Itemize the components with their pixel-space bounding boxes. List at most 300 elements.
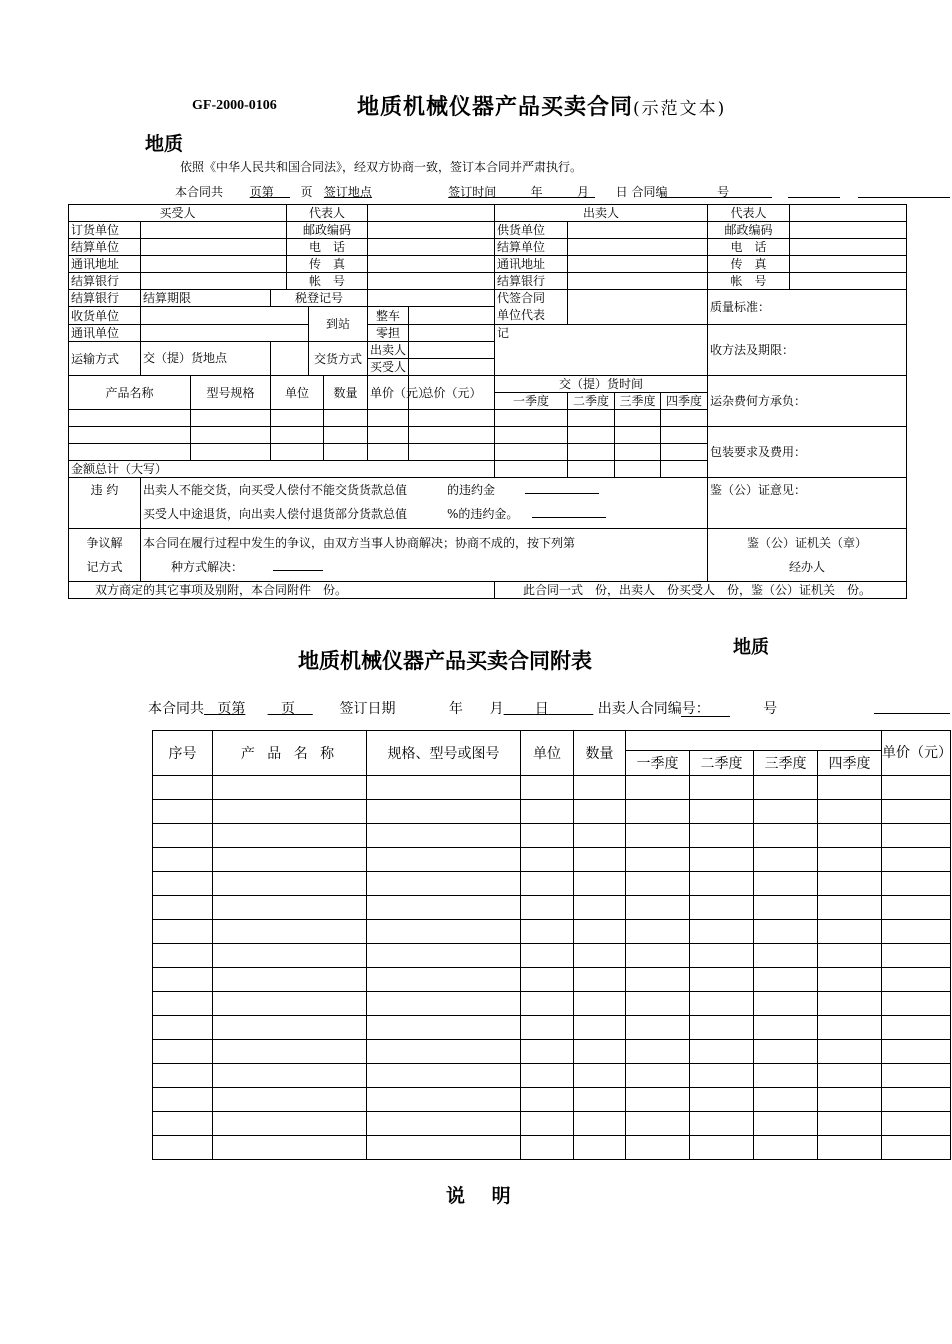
annex-cell[interactable] <box>754 848 818 872</box>
delivery-seller-label: 出卖人 <box>368 342 409 359</box>
annex-cell[interactable] <box>574 968 626 992</box>
annex-cell[interactable] <box>367 1040 521 1064</box>
buyer-field-value[interactable] <box>141 256 287 273</box>
annex-cell[interactable] <box>153 800 213 824</box>
annex-cell[interactable] <box>818 920 882 944</box>
cell[interactable] <box>568 461 615 478</box>
buyer-header: 买受人 <box>69 205 287 222</box>
annex-cell[interactable] <box>626 944 690 968</box>
annex-cell[interactable] <box>574 920 626 944</box>
annex-cell[interactable] <box>367 968 521 992</box>
annex-meta-no: 号 <box>763 701 778 717</box>
annex-cell[interactable] <box>754 1064 818 1088</box>
annex-cell[interactable] <box>690 1064 754 1088</box>
contract-title <box>357 90 726 121</box>
buyer-field-label: 结算银行 <box>69 273 141 290</box>
annex-cell[interactable] <box>754 1040 818 1064</box>
cell[interactable] <box>191 427 271 444</box>
seller-mid-value[interactable] <box>790 256 907 273</box>
annex-cell[interactable] <box>153 824 213 848</box>
annex-cell[interactable] <box>690 896 754 920</box>
annex-cell[interactable] <box>213 968 367 992</box>
annex-cell[interactable] <box>153 992 213 1016</box>
quarter-2-header: 二季度 <box>568 393 615 410</box>
comm-row <box>69 325 907 342</box>
annex-cell[interactable] <box>521 824 574 848</box>
seller-field-label: 结算单位 <box>495 239 568 256</box>
delivery-seller-value[interactable] <box>409 342 495 359</box>
cell[interactable] <box>568 427 615 444</box>
annex-cell[interactable] <box>626 968 690 992</box>
buyer-mid-value[interactable] <box>368 256 495 273</box>
annex-cell[interactable] <box>153 1064 213 1088</box>
annex-cell[interactable] <box>574 824 626 848</box>
cell[interactable] <box>615 461 661 478</box>
annex-cell[interactable] <box>574 1136 626 1160</box>
annex-cell[interactable] <box>690 920 754 944</box>
annex-cell[interactable] <box>818 944 882 968</box>
annex-quarter-1-header: 一季度 <box>626 751 690 776</box>
buyer-field-value[interactable] <box>141 273 287 290</box>
seller-field-label: 通讯地址 <box>495 256 568 273</box>
annex-cell[interactable] <box>367 992 521 1016</box>
annex-cell[interactable] <box>754 1136 818 1160</box>
receive-unit-label: 收货单位 <box>69 307 141 325</box>
annex-cell[interactable] <box>882 1016 951 1040</box>
annex-cell[interactable] <box>153 920 213 944</box>
annex-cell[interactable] <box>213 800 367 824</box>
annex-cell[interactable] <box>153 1040 213 1064</box>
delivery-place-value[interactable] <box>271 342 309 376</box>
annex-cell[interactable] <box>521 1112 574 1136</box>
quarter-1-header: 一季度 <box>495 393 568 410</box>
cell[interactable] <box>271 410 324 427</box>
annex-cell[interactable] <box>213 992 367 1016</box>
cell[interactable] <box>615 444 661 461</box>
seller-field-value[interactable] <box>568 273 708 290</box>
dispute-row <box>69 529 907 582</box>
annex-cell[interactable] <box>574 848 626 872</box>
seller-field-value[interactable] <box>568 239 708 256</box>
annex-cell[interactable] <box>521 1088 574 1112</box>
annex-cell[interactable] <box>818 824 882 848</box>
annex-cell[interactable] <box>153 944 213 968</box>
annex-cell[interactable] <box>882 800 951 824</box>
quarter-3-header: 三季度 <box>615 393 661 410</box>
annex-cell[interactable] <box>153 1112 213 1136</box>
buyer-rep-value[interactable] <box>368 205 495 222</box>
cell[interactable] <box>661 461 708 478</box>
annex-meta-day-text: 日 <box>534 701 549 717</box>
annex-cell[interactable] <box>574 1016 626 1040</box>
annex-cell[interactable] <box>367 824 521 848</box>
seller-mid-value[interactable] <box>790 239 907 256</box>
buyer-mid-value[interactable] <box>368 222 495 239</box>
annex-cell[interactable] <box>521 1016 574 1040</box>
annex-cell[interactable] <box>690 1016 754 1040</box>
product-row <box>69 427 907 444</box>
product-header-row <box>69 376 907 393</box>
annex-cell[interactable] <box>626 1040 690 1064</box>
annex-cell[interactable] <box>882 1064 951 1088</box>
cell[interactable] <box>615 427 661 444</box>
annex-cell[interactable] <box>521 1040 574 1064</box>
annex-cell[interactable] <box>818 1112 882 1136</box>
dispute-text-1: 本合同在履行过程中发生的争议，由双方当事人协商解决；协商不成的，按下列第 <box>143 536 576 550</box>
seller-mid-value[interactable] <box>790 273 907 290</box>
notary-org <box>708 529 907 582</box>
annex-cell[interactable] <box>367 896 521 920</box>
annex-cell[interactable] <box>754 1112 818 1136</box>
category-tag: 地质 <box>145 133 184 155</box>
annex-cell[interactable] <box>367 1064 521 1088</box>
cell[interactable] <box>324 427 368 444</box>
annex-cell[interactable] <box>818 1088 882 1112</box>
agent-sign-value[interactable] <box>568 290 708 325</box>
annex-quarter-group <box>626 731 882 751</box>
annex-cell[interactable] <box>690 1040 754 1064</box>
annex-meta-page-of <box>204 701 245 717</box>
annex-row <box>153 992 951 1016</box>
product-qty-header: 数量 <box>324 376 368 410</box>
annex-cell[interactable] <box>626 920 690 944</box>
cell[interactable] <box>568 444 615 461</box>
seller-rep-value[interactable] <box>790 205 907 222</box>
annex-cell[interactable] <box>521 896 574 920</box>
annex-cell[interactable] <box>626 992 690 1016</box>
comm-unit-value[interactable] <box>141 325 309 342</box>
breach-percent-blank[interactable] <box>532 517 606 518</box>
annex-cell[interactable] <box>367 944 521 968</box>
meta-page-unit: 页 <box>300 185 313 199</box>
annex-cell[interactable] <box>626 824 690 848</box>
annex-cell[interactable] <box>213 872 367 896</box>
annex-cell[interactable] <box>626 1136 690 1160</box>
annex-cell[interactable] <box>213 1136 367 1160</box>
annex-cell[interactable] <box>882 1088 951 1112</box>
annex-meta-day <box>504 701 594 717</box>
annex-cell[interactable] <box>882 920 951 944</box>
cell[interactable] <box>495 427 568 444</box>
annex-cell[interactable] <box>626 848 690 872</box>
party-row-1 <box>69 222 907 239</box>
delivery-place-label: 交（提）货地点 <box>141 342 271 376</box>
annex-cell[interactable] <box>690 872 754 896</box>
annex-seq-header: 序号 <box>153 731 213 776</box>
annex-cell[interactable] <box>574 1064 626 1088</box>
annex-cell[interactable] <box>153 1016 213 1040</box>
annex-cell[interactable] <box>213 1064 367 1088</box>
annex-cell[interactable] <box>521 1064 574 1088</box>
annex-cell[interactable] <box>882 872 951 896</box>
buyer-field-value[interactable] <box>141 222 287 239</box>
underline-sign-time <box>450 197 595 198</box>
annex-cell[interactable] <box>882 968 951 992</box>
party-row-3 <box>69 256 907 273</box>
annex-row <box>153 1016 951 1040</box>
intro-text: 依照《中华人民共和国合同法》，经双方协商一致，签订本合同并严肃执行。 <box>180 160 583 174</box>
annex-cell[interactable] <box>213 1112 367 1136</box>
annex-cell[interactable] <box>754 776 818 800</box>
cell[interactable] <box>495 410 568 427</box>
cell[interactable] <box>568 410 615 427</box>
annex-cell[interactable] <box>690 824 754 848</box>
annex-cell[interactable] <box>367 800 521 824</box>
annex-cell[interactable] <box>818 968 882 992</box>
annex-cell[interactable] <box>213 944 367 968</box>
cell[interactable] <box>368 444 409 461</box>
annex-cell[interactable] <box>882 992 951 1016</box>
seller-mid-value[interactable] <box>790 222 907 239</box>
annex-cell[interactable] <box>818 776 882 800</box>
annex-cell[interactable] <box>690 848 754 872</box>
cell[interactable] <box>661 410 708 427</box>
annex-cell[interactable] <box>754 1088 818 1112</box>
delivery-way-label: 交货方式 <box>309 342 368 376</box>
cell[interactable] <box>271 444 324 461</box>
annex-cell[interactable] <box>882 1040 951 1064</box>
settle-bank-label: 结算银行 <box>69 290 141 307</box>
annex-cell[interactable] <box>818 848 882 872</box>
annex-cell[interactable] <box>367 1136 521 1160</box>
annex-cell[interactable] <box>367 776 521 800</box>
seller-field-value[interactable] <box>568 256 708 273</box>
annex-cell[interactable] <box>882 824 951 848</box>
contract-title-text: 地质机械仪器产品买卖合同 <box>357 95 634 120</box>
annex-cell[interactable] <box>213 1088 367 1112</box>
annex-cell[interactable] <box>574 872 626 896</box>
annex-unit-header: 单位 <box>521 731 574 776</box>
annex-cell[interactable] <box>882 1112 951 1136</box>
annex-cell[interactable] <box>153 872 213 896</box>
cell[interactable] <box>495 444 568 461</box>
annex-row <box>153 1112 951 1136</box>
annex-cell[interactable] <box>626 1016 690 1040</box>
annex-cell[interactable] <box>153 968 213 992</box>
annex-cell[interactable] <box>521 920 574 944</box>
annex-cell[interactable] <box>213 776 367 800</box>
annex-cell[interactable] <box>574 1040 626 1064</box>
annex-cell[interactable] <box>367 920 521 944</box>
annex-spec-header: 规格、型号或图号 <box>367 731 521 776</box>
buyer-mid-value[interactable] <box>368 273 495 290</box>
meta-day-contract: 日 合同编 <box>615 185 668 199</box>
annex-cell[interactable] <box>574 800 626 824</box>
annex-cell[interactable] <box>754 824 818 848</box>
cell[interactable] <box>191 410 271 427</box>
dispute-terms <box>141 529 708 582</box>
annex-cell[interactable] <box>690 800 754 824</box>
annex-cell[interactable] <box>690 1112 754 1136</box>
annex-cell[interactable] <box>690 776 754 800</box>
annex-cell[interactable] <box>754 944 818 968</box>
annex-cell[interactable] <box>153 776 213 800</box>
annex-row <box>153 872 951 896</box>
annex-cell[interactable] <box>818 872 882 896</box>
seller-rep-header: 代表人 <box>708 205 790 222</box>
annex-title: 地质机械仪器产品买卖合同附表 <box>298 649 592 673</box>
seller-field-label: 供货单位 <box>495 222 568 239</box>
annex-cell[interactable] <box>213 920 367 944</box>
delivery-buyer-value[interactable] <box>409 359 495 376</box>
annex-cell[interactable] <box>626 896 690 920</box>
annex-cell[interactable] <box>521 800 574 824</box>
annex-cell[interactable] <box>754 872 818 896</box>
cell[interactable] <box>409 427 495 444</box>
annex-cell[interactable] <box>754 896 818 920</box>
annex-quarter-2-header: 二季度 <box>690 751 754 776</box>
annex-cell[interactable] <box>574 992 626 1016</box>
cell[interactable] <box>271 427 324 444</box>
dispute-way-blank[interactable] <box>273 570 323 571</box>
annex-cell[interactable] <box>690 992 754 1016</box>
underline-page <box>255 197 290 198</box>
comm-unit-label: 通讯单位 <box>69 325 141 342</box>
meta-no: 号 <box>717 185 730 199</box>
annex-cell[interactable] <box>213 1016 367 1040</box>
breach-line-2-end: %的违约金。 <box>447 507 519 521</box>
buyer-field-label: 通讯地址 <box>69 256 141 273</box>
annex-row <box>153 944 951 968</box>
cell[interactable] <box>324 444 368 461</box>
annex-cell[interactable] <box>626 872 690 896</box>
annex-cell[interactable] <box>213 1040 367 1064</box>
less-car-label: 零担 <box>368 325 409 342</box>
annex-cell[interactable] <box>818 1040 882 1064</box>
annex-cell[interactable] <box>626 1064 690 1088</box>
annex-cell[interactable] <box>521 992 574 1016</box>
annex-cell[interactable] <box>690 944 754 968</box>
annex-cell[interactable] <box>153 848 213 872</box>
annex-cell[interactable] <box>754 968 818 992</box>
annex-cell[interactable] <box>818 1064 882 1088</box>
cell[interactable] <box>615 410 661 427</box>
annex-cell[interactable] <box>153 1088 213 1112</box>
annex-cell[interactable] <box>521 848 574 872</box>
record-cell: 记 <box>495 325 708 376</box>
annex-cell[interactable] <box>882 1136 951 1160</box>
annex-cell[interactable] <box>818 800 882 824</box>
breach-amount-blank[interactable] <box>525 493 599 494</box>
footer-row <box>69 582 907 599</box>
settle-period-label: 结算期限 <box>141 290 271 307</box>
seller-mid-label: 电 话 <box>708 239 790 256</box>
annex-cell[interactable] <box>367 1016 521 1040</box>
annex-cell[interactable] <box>521 944 574 968</box>
annex-cell[interactable] <box>574 1088 626 1112</box>
quality-std-label: 质量标准： <box>708 290 907 325</box>
product-name-header: 产品名称 <box>69 376 191 410</box>
annex-cell[interactable] <box>367 848 521 872</box>
annex-body <box>153 776 951 1160</box>
annex-cell[interactable] <box>754 800 818 824</box>
buyer-mid-value[interactable] <box>368 239 495 256</box>
cell[interactable] <box>69 444 191 461</box>
full-car-value[interactable] <box>409 307 495 325</box>
annex-cell[interactable] <box>818 1136 882 1160</box>
cell[interactable] <box>495 461 568 478</box>
meta-sign-time: 签订时间 <box>448 185 497 199</box>
cell[interactable] <box>661 444 708 461</box>
annex-cell[interactable] <box>213 848 367 872</box>
annex-cell[interactable] <box>626 800 690 824</box>
seller-mid-label: 帐 号 <box>708 273 790 290</box>
cell[interactable] <box>69 427 191 444</box>
seller-field-value[interactable] <box>568 222 708 239</box>
cell[interactable] <box>191 444 271 461</box>
cell[interactable] <box>661 427 708 444</box>
annex-cell[interactable] <box>574 1112 626 1136</box>
annex-cell[interactable] <box>754 992 818 1016</box>
annex-cell[interactable] <box>626 1088 690 1112</box>
cell[interactable] <box>69 410 191 427</box>
annex-cell[interactable] <box>521 872 574 896</box>
annex-cell[interactable] <box>818 1016 882 1040</box>
delivery-time-header: 交（提）货时间 <box>495 376 708 393</box>
annex-cell[interactable] <box>754 920 818 944</box>
party-row-4 <box>69 273 907 290</box>
annex-cell[interactable] <box>690 968 754 992</box>
annex-cell[interactable] <box>213 896 367 920</box>
annex-cell[interactable] <box>574 944 626 968</box>
annex-cell[interactable] <box>367 1088 521 1112</box>
annex-cell[interactable] <box>153 896 213 920</box>
cell[interactable] <box>368 427 409 444</box>
annex-cell[interactable] <box>521 968 574 992</box>
annex-row <box>153 776 951 800</box>
dispute-label-2: 记方式 <box>86 560 123 574</box>
annex-cell[interactable] <box>690 1088 754 1112</box>
annex-cell[interactable] <box>754 1016 818 1040</box>
annex-cell[interactable] <box>882 848 951 872</box>
receive-unit-value[interactable] <box>141 307 309 325</box>
buyer-field-value[interactable] <box>141 239 287 256</box>
annex-cell[interactable] <box>626 1112 690 1136</box>
annex-row <box>153 1136 951 1160</box>
packaging-label: 包装要求及费用： <box>708 427 907 478</box>
annex-meta-page-of-text: 页第 <box>217 701 246 717</box>
annex-cell[interactable] <box>367 1112 521 1136</box>
annex-cell[interactable] <box>882 896 951 920</box>
tax-reg-value[interactable] <box>368 290 495 307</box>
annex-cell[interactable] <box>574 776 626 800</box>
transport-mode-label: 运输方式 <box>69 342 141 376</box>
annex-cell[interactable] <box>882 776 951 800</box>
annex-cell[interactable] <box>367 872 521 896</box>
annex-cell[interactable] <box>690 1136 754 1160</box>
seller-field-label: 结算银行 <box>495 273 568 290</box>
delivery-buyer-label: 买受人 <box>368 359 409 376</box>
less-car-value[interactable] <box>409 325 495 342</box>
annex-cell[interactable] <box>882 944 951 968</box>
annex-cell[interactable] <box>818 896 882 920</box>
cell[interactable] <box>324 410 368 427</box>
annex-cell[interactable] <box>213 824 367 848</box>
annex-qty-header: 数量 <box>574 731 626 776</box>
cell[interactable] <box>409 410 495 427</box>
annex-cell[interactable] <box>626 776 690 800</box>
annex-cell[interactable] <box>153 1136 213 1160</box>
annex-cell[interactable] <box>521 776 574 800</box>
annex-cell[interactable] <box>521 1136 574 1160</box>
annex-cell[interactable] <box>574 896 626 920</box>
buyer-field-label: 订货单位 <box>69 222 141 239</box>
buyer-mid-label: 传 真 <box>287 256 368 273</box>
annex-row <box>153 1040 951 1064</box>
annex-cell[interactable] <box>818 992 882 1016</box>
cell[interactable] <box>368 410 409 427</box>
cell[interactable] <box>409 444 495 461</box>
